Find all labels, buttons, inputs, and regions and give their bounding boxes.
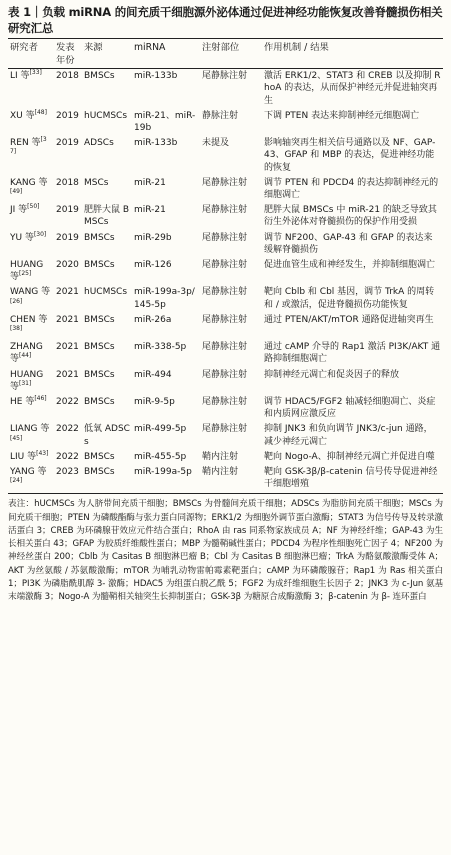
cell-author [8,176,54,203]
cell-site-text: 尾静脉注射 [202,205,248,216]
cell-mirna [132,340,200,367]
cell-year [54,450,82,465]
cell-mirna-text: miR-126 [134,260,172,271]
cell-source-text: BMSCs [84,314,115,325]
cell-mechanism-text: 下调 PTEN 表达来抑制神经元细胞凋亡 [264,110,420,121]
cell-year-text: 2022 [56,451,79,462]
cell-year-text: 2018 [56,71,79,82]
table-row [8,69,443,109]
cell-mechanism [262,136,443,176]
cell-year-text: 2022 [56,424,79,435]
cell-author-text: JI 等 [10,205,28,216]
cell-mechanism [262,465,443,494]
cell-mechanism [262,231,443,258]
cell-source-text: BMSCs [84,260,115,271]
cell-author [8,109,54,136]
cell-mechanism-text: 影响轴突再生相关信号通路以及 NF、GAP-43、GFAP 和 MBP 的表达，促进神经功能的恢复 [264,138,436,173]
column-header-year: 发表年份 [54,39,82,69]
reference-citation: [33] [29,69,42,77]
cell-mechanism-text: 调节 PTEN 和 PDCD4 的表达抑制神经元的细胞凋亡 [264,177,439,201]
cell-year [54,285,82,312]
table-row [8,109,443,136]
column-header-mirna: miRNA [132,39,200,69]
cell-year [54,422,82,449]
cell-site-text: 鞘内注射 [202,467,239,478]
cell-author [8,340,54,367]
cell-source-text: BMSCs [84,467,115,478]
cell-mirna-text: miR-9-5p [134,397,175,408]
cell-author [8,285,54,312]
cell-site [200,231,262,258]
cell-source [82,258,132,285]
cell-mirna-text: miR-499-5p [134,424,187,435]
cell-site [200,109,262,136]
cell-year [54,465,82,494]
cell-mirna [132,368,200,395]
cell-site-text: 尾静脉注射 [202,287,248,298]
reference-citation: [25] [19,270,32,278]
cell-author-text: YANG 等 [10,467,47,478]
cell-source-text: BMSCs [84,232,115,243]
cell-year [54,69,82,109]
cell-site-text: 尾静脉注射 [202,369,248,380]
cell-mechanism [262,203,443,230]
cell-source [82,395,132,422]
cell-mirna-text: miR-338-5p [134,342,187,353]
cell-site [200,395,262,422]
table-row [8,285,443,312]
cell-author [8,313,54,340]
cell-mechanism-text: 激活 ERK1/2、STAT3 和 CREB 以及抑制 RhoA 的表达，从而保护神经元并促进轴突再生 [264,71,441,106]
reference-citation: [43] [36,449,49,457]
cell-site-text: 尾静脉注射 [202,71,248,82]
reference-citation: [50] [27,203,40,211]
cell-year [54,258,82,285]
cell-year-text: 2021 [56,342,79,353]
cell-source-text: 肥胖大鼠 BMSCs [84,205,130,228]
column-header-source: 来源 [82,39,132,69]
cell-mechanism-text: 通过 cAMP 介导的 Rap1 激活 PI3K/AKT 通路抑制细胞凋亡 [264,342,441,365]
cell-year [54,176,82,203]
cell-source-text: hUCMSCs [84,110,128,121]
reference-citation: [26] [10,297,23,305]
reference-citation: [38] [10,325,23,333]
cell-source [82,465,132,494]
cell-year-text: 2022 [56,397,79,408]
cell-author-text: WANG 等 [10,287,51,298]
cell-author-text: LI 等 [10,71,30,82]
cell-year-text: 2020 [56,260,79,271]
table-row [8,395,443,422]
reference-citation: [45] [10,434,23,442]
cell-mirna [132,69,200,109]
cell-year [54,395,82,422]
cell-site [200,368,262,395]
cell-mechanism-text: 抑制 JNK3 和负向调节 JNK3/c-jun 通路，减少神经元凋亡 [264,424,433,447]
cell-mirna-text: miR-21 [134,177,166,188]
table-row [8,422,443,449]
cell-site-text: 尾静脉注射 [202,397,248,408]
cell-source [82,203,132,230]
table-footnote: 表注：hUCMSCs 为人脐带间充质干细胞；BMSCs 为骨髓间充质干细胞；ADSCs 为脂肪间充质干细胞；MSCs 为间充质干细胞；PTEN 为磷酸酯酶与张力蛋白同源物；ERK1/2 为细胞外调节蛋白激酶；STAT3 为信号传导及转录激活蛋白 3；CREB 为环磷腺苷效应元件结合蛋白；RhoA 由 ras 同系物家族成员 A；NF 为神经纤维；GAP-43 为生长相关蛋白 43；GFAP 为胶质纤维酸性蛋白；MBP 为髓鞘碱性蛋白；PDCD4 为程序性细胞死亡因子 4；NF200 为神经丝蛋白 200；Cblb 为 Casitas B 细胞淋巴瘤 B；Cbl 为 Casitas B 细胞淋巴瘤；TrkA 为酪氨酸激酶受体 A；AKT 为丝氨酸 / 苏氨酸激酶；mTOR 为哺乳动物雷帕霉素靶蛋白；cAMP 为环磷酸腺苷；Rap1 为 Ras 相关蛋白 1；PI3K 为磷脂酰肌醇 3- 激酶；HDAC5 为组蛋白脱乙酰 5；FGF2 为成纤维细胞生长因子 2；JNK3 为 c-Jun 氨基末端激酶 3；Nogo-A 为髓鞘相关轴突生长抑制蛋白；GSK-3β 为糖原合成酶激酶 3；β-catenin 为 β- 连环蛋白 [8,499,443,602]
cell-site [200,285,262,312]
cell-source [82,340,132,367]
cell-author [8,395,54,422]
cell-mechanism [262,395,443,422]
cell-source-text: MSCs [84,177,109,188]
cell-author-text: CHEN 等 [10,314,48,325]
cell-author [8,368,54,395]
table-row [8,203,443,230]
reference-citation: [30] [33,230,47,238]
cell-source [82,313,132,340]
cell-year [54,136,82,176]
cell-mirna-text: miR-21 [134,205,166,216]
cell-mechanism [262,368,443,395]
cell-mechanism [262,258,443,285]
cell-mechanism [262,176,443,203]
cell-source [82,285,132,312]
cell-site-text: 尾静脉注射 [202,314,248,325]
cell-site [200,450,262,465]
cell-source [82,368,132,395]
cell-mirna [132,313,200,340]
cell-site [200,176,262,203]
cell-source-text: BMSCs [84,451,115,462]
cell-mirna-text: miR-133b [134,71,178,82]
cell-mirna-text: miR-29b [134,232,172,243]
cell-author [8,203,54,230]
cell-year-text: 2019 [56,205,79,216]
column-header-author: 研究者 [8,39,54,69]
cell-site-text: 尾静脉注射 [202,342,248,353]
cell-author-text: YU 等 [10,232,34,243]
cell-source [82,231,132,258]
cell-mirna-text: miR-133b [134,138,178,149]
cell-source-text: BMSCs [84,71,115,82]
cell-year [54,313,82,340]
cell-mechanism-text: 靶向 Nogo-A、抑制神经元凋亡并促进自噬 [264,451,435,462]
cell-site-text: 尾静脉注射 [202,177,248,188]
cell-site [200,340,262,367]
cell-site [200,422,262,449]
cell-site-text: 尾静脉注射 [202,232,248,243]
cell-mechanism [262,69,443,109]
cell-author-text: LIU 等 [10,451,37,462]
cell-mirna [132,136,200,176]
cell-mechanism-text: 调节 NF200、GAP-43 和 GFAP 的表达来缓解脊髓损伤 [264,232,433,255]
cell-author-text: LIANG 等 [10,424,50,435]
cell-mechanism [262,422,443,449]
reference-citation: [37] [10,136,47,156]
table-row [8,465,443,494]
cell-year-text: 2021 [56,314,79,325]
cell-mirna [132,109,200,136]
cell-mirna [132,422,200,449]
cell-author-text: HE 等 [10,397,35,408]
column-header-mechanism: 作用机制 / 结果 [262,39,443,69]
cell-author [8,136,54,176]
table-row [8,340,443,367]
table-row [8,136,443,176]
cell-mirna [132,395,200,422]
cell-author [8,465,54,494]
cell-source [82,109,132,136]
cell-mechanism-text: 靶向 Cblb 和 Cbl 基因，调节 TrkA 的周转和 / 或激活，促进脊髓损伤功能恢复 [264,287,435,310]
cell-author-text: XU 等 [10,110,35,121]
cell-source-text: BMSCs [84,342,115,353]
table-row [8,176,443,203]
cell-site [200,313,262,340]
cell-mirna-text: miR-494 [134,369,172,380]
cell-year-text: 2019 [56,138,79,149]
cell-source-text: hUCMSCs [84,287,128,298]
cell-year-text: 2021 [56,369,79,380]
cell-site [200,258,262,285]
table-row [8,368,443,395]
cell-site-text: 尾静脉注射 [202,424,248,435]
cell-source [82,176,132,203]
cell-mechanism-text: 肥胖大鼠 BMSCs 中 miR-21 的缺乏导致其衍生外泌体对脊髓损伤的保护作用受损 [264,205,437,228]
cell-source-text: 低氧 ADSCs [84,424,130,447]
cell-author [8,422,54,449]
cell-mechanism-text: 抑制神经元凋亡和促炎因子的释放 [264,369,400,380]
cell-source [82,450,132,465]
cell-source-text: BMSCs [84,369,115,380]
cell-site-text: 静脉注射 [202,110,239,121]
cell-mirna-text: miR-26a [134,314,172,325]
reference-citation: [24] [10,477,23,485]
cell-author-text: ZHANG 等 [10,342,43,365]
table-row [8,258,443,285]
cell-mirna [132,258,200,285]
cell-year-text: 2019 [56,110,79,121]
cell-mirna-text: miR-199a-5p [134,467,192,478]
studies-table [8,39,443,494]
cell-mirna [132,176,200,203]
cell-author-text: HUANG 等 [10,260,44,283]
table-title: 表 1｜负载 miRNA 的间充质干细胞源外泌体通过促进神经功能恢复改善脊髓损伤相关研究汇总 [8,0,443,39]
cell-mirna-text: miR-21、miR-19b [134,110,196,133]
cell-source [82,422,132,449]
cell-site [200,69,262,109]
cell-mirna [132,450,200,465]
reference-citation: [44] [19,352,32,360]
table-row [8,313,443,340]
cell-site-text: 尾静脉注射 [202,260,248,271]
cell-mirna-text: miR-199a-3p/145-5p [134,287,195,310]
table-header-row [8,39,443,69]
cell-source [82,136,132,176]
cell-source-text: BMSCs [84,397,115,408]
cell-author [8,258,54,285]
reference-citation: [49] [10,188,23,196]
cell-mechanism [262,450,443,465]
cell-author [8,231,54,258]
cell-year [54,368,82,395]
cell-mechanism [262,109,443,136]
cell-year-text: 2019 [56,232,79,243]
cell-mechanism-text: 调节 HDAC5/FGF2 轴减轻细胞凋亡、炎症和内质网应激反应 [264,397,436,420]
cell-author-text: KANG 等 [10,177,48,188]
cell-mirna [132,203,200,230]
cell-mechanism-text: 通过 PTEN/AKT/mTOR 通路促进轴突再生 [264,314,434,325]
column-header-site: 注射部位 [200,39,262,69]
cell-year [54,203,82,230]
cell-site [200,136,262,176]
cell-mirna [132,465,200,494]
cell-source [82,69,132,109]
cell-site [200,465,262,494]
cell-mechanism [262,285,443,312]
cell-year [54,340,82,367]
cell-author-text: REN 等 [10,138,41,149]
cell-mechanism [262,313,443,340]
cell-author-text: HUANG 等 [10,369,44,392]
reference-citation: [48] [34,108,47,116]
cell-year [54,231,82,258]
cell-year-text: 2018 [56,177,79,188]
cell-mirna [132,231,200,258]
reference-citation: [46] [34,395,47,403]
table-body [8,69,443,494]
cell-mirna-text: miR-455-5p [134,451,187,462]
table-row [8,450,443,465]
cell-mechanism-text: 促进血管生成和神经发生，并抑制细胞凋亡 [264,260,436,271]
cell-source-text: ADSCs [84,138,114,149]
cell-year-text: 2021 [56,287,79,298]
cell-author [8,69,54,109]
cell-mirna [132,285,200,312]
cell-year-text: 2023 [56,467,79,478]
cell-mechanism [262,340,443,367]
cell-site-text: 鞘内注射 [202,451,239,462]
cell-site [200,203,262,230]
cell-site-text: 未提及 [202,138,230,149]
cell-year [54,109,82,136]
cell-mechanism-text: 靶向 GSK-3β/β-catenin 信号传导促进神经干细胞增殖 [264,467,438,490]
table-row [8,231,443,258]
reference-citation: [31] [19,379,32,387]
cell-author [8,450,54,465]
